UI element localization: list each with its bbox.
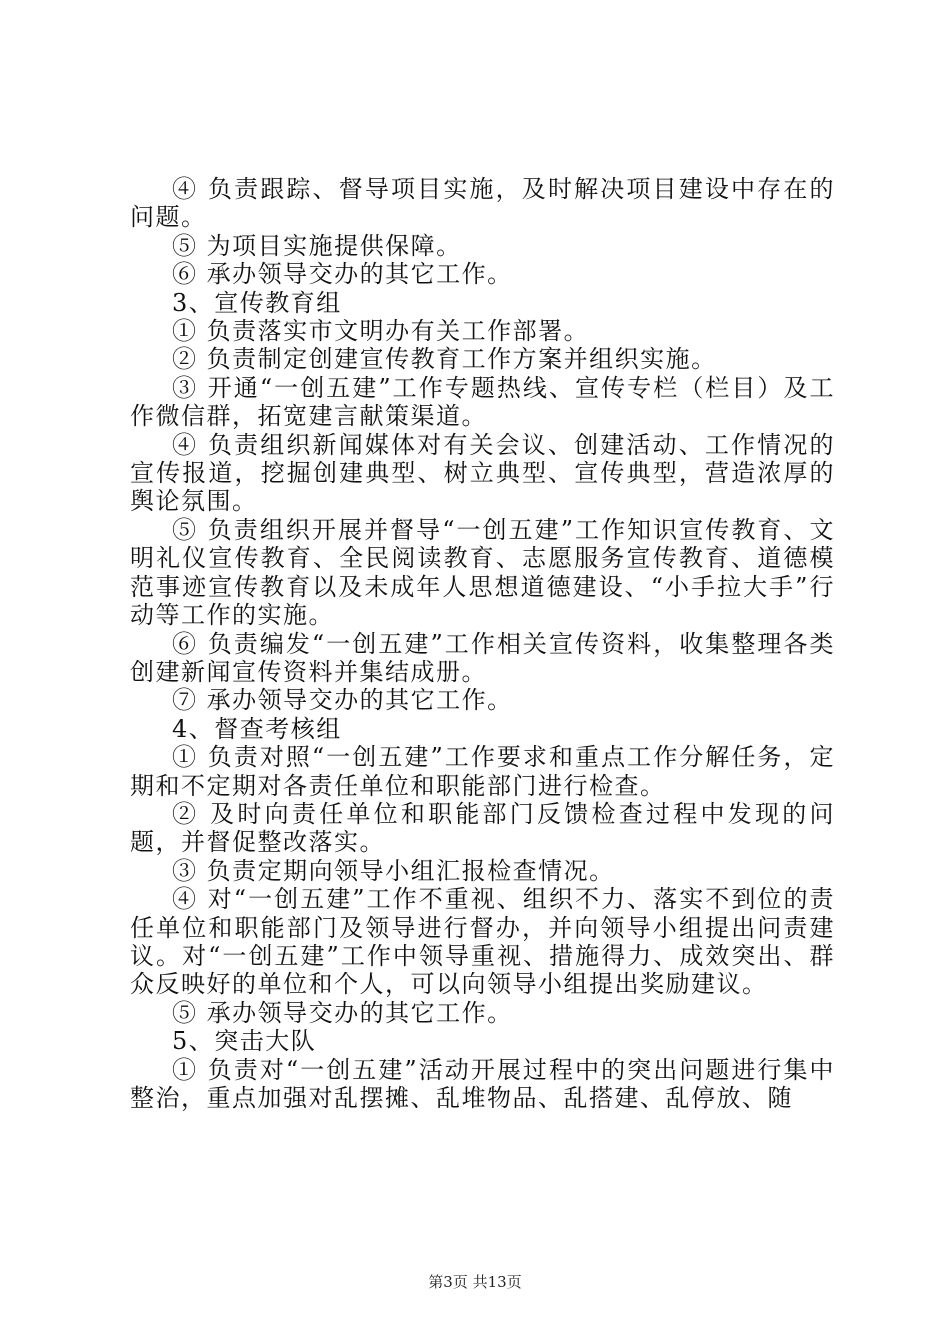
- paragraph: ⑥ 承办领导交办的其它工作。: [172, 260, 513, 289]
- paragraph: ⑤ 为项目实施提供保障。: [172, 231, 462, 260]
- section-heading: 5、突击大队: [172, 1027, 317, 1056]
- section-heading: 3、宣传教育组: [172, 288, 342, 317]
- paragraph: ① 负责落实市文明办有关工作部署。: [172, 317, 590, 346]
- paragraph: ② 及时向责任单位和职能部门反馈检查过程中发现的问题，并督促整改落实。: [130, 799, 835, 857]
- paragraph: ④ 对“一创五建”工作不重视、组织不力、落实不到位的责任单位和职能部门及领导进行督办，并向领导小组提出问责建议。对“一创五建”工作中领导重视、措施得力、成效突出、群众反映好的单位和个人，可以向领导小组提出奖励建议。: [130, 885, 835, 999]
- paragraph: ⑦ 承办领导交办的其它工作。: [172, 686, 513, 715]
- document-body: [130, 175, 835, 1112]
- paragraph: ① 负责对照“一创五建”工作要求和重点工作分解任务，定期和不定期对各责任单位和职能部门进行检查。: [130, 743, 835, 800]
- paragraph: ④ 负责组织新闻媒体对有关会议、创建活动、工作情况的宣传报道，挖掘创建典型、树立典型、宣传典型，营造浓厚的舆论氛围。: [130, 430, 835, 516]
- paragraph: ⑥ 负责编发“一创五建”工作相关宣传资料，收集整理各类创建新闻宣传资料并集结成册。: [130, 629, 835, 686]
- paragraph: ⑤ 负责组织开展并督导“一创五建”工作知识宣传教育、文明礼仪宣传教育、全民阅读教育、志愿服务宣传教育、道德模范事迹宣传教育以及未成年人思想道德建设、“小手拉大手”行动等工作的实施。: [130, 515, 835, 630]
- paragraph: ③ 开通“一创五建”工作专题热线、宣传专栏（栏目）及工作微信群，拓宽建言献策渠道。: [130, 373, 835, 431]
- paragraph: ④ 负责跟踪、督导项目实施，及时解决项目建设中存在的问题。: [130, 175, 835, 232]
- page-number-footer: 第3页 共13页: [428, 1273, 522, 1291]
- paragraph: ③ 负责定期向领导小组汇报检查情况。: [172, 856, 615, 885]
- paragraph: ② 负责制定创建宣传教育工作方案并组织实施。: [172, 345, 717, 374]
- section-heading: 4、督查考核组: [172, 714, 342, 743]
- paragraph: ⑤ 承办领导交办的其它工作。: [172, 998, 513, 1027]
- paragraph: ① 负责对“一创五建”活动开展过程中的突出问题进行集中整治，重点加强对乱摆摊、乱堆物品、乱搭建、乱停放、随: [130, 1055, 835, 1112]
